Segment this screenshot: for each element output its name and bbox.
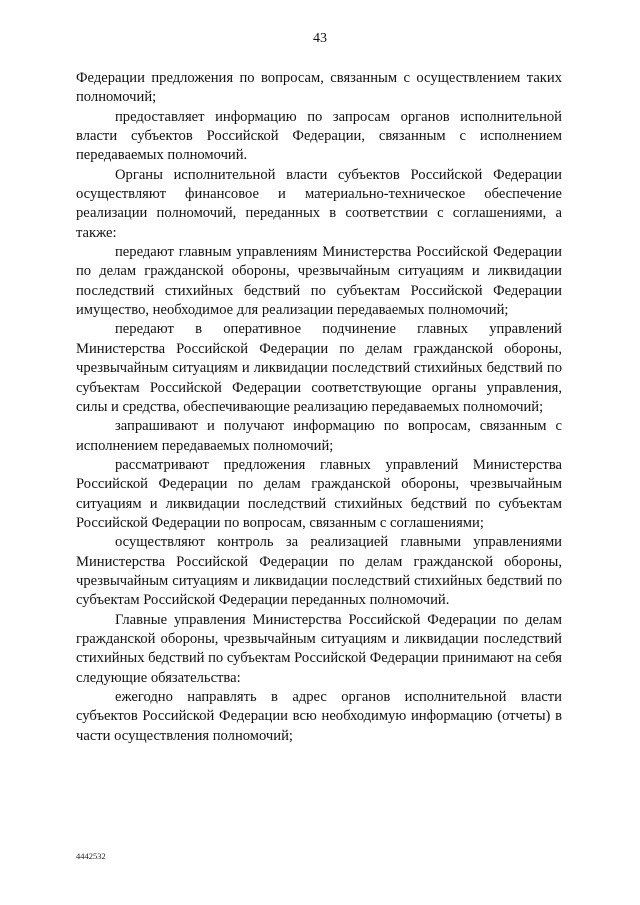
document-body — [76, 69, 562, 746]
paragraph: Главные управления Министерства Российской Федерации по делам гражданской обороны, чрезвычайным ситуациям и ликвидации последствий стихийных бедствий по субъектам Российской Федерации принимают на себя следующие обязательства: — [76, 611, 563, 686]
paragraph: передают в оперативное подчинение главных управлений Министерства Российской Федерации по делам гражданской обороны, чрезвычайным ситуациям и ликвидации последствий стихийных бедствий по субъектам Российской Федерации соответствующие органы управления, силы и средства, обеспечивающие реализацию передаваемых полномочий; — [76, 321, 562, 415]
paragraph: ежегодно направлять в адрес органов исполнительной власти субъектов Российской Федерации всю необходимую информацию (отчеты) в части осуществления полномочий; — [76, 689, 562, 744]
paragraph: запрашивают и получают информацию по вопросам, связанным с исполнением передаваемых полномочий; — [76, 418, 562, 454]
paragraph: передают главным управлениям Министерства Российской Федерации по делам гражданской обороны, чрезвычайным ситуациям и ликвидации последствий стихийных бедствий по субъектам Российской Федерации имущество, необходимое для реализации передаваемых полномочий; — [76, 244, 562, 319]
paragraph: осуществляют контроль за реализацией главными управлениями Министерства Российской Федерации по делам гражданской обороны, чрезвычайным ситуациям и ликвидации последствий стихийных бедствий по субъектам Российской Федерации переданных полномочий. — [76, 534, 562, 609]
page-number: 43 — [313, 31, 327, 46]
paragraph: Федерации предложения по вопросам, связанным с осуществлением таких полномочий; — [76, 70, 562, 106]
document-code: 4442532 — [76, 851, 106, 861]
paragraph: Органы исполнительной власти субъектов Российской Федерации осуществляют финансовое и материально-техническое обеспечение реализации полномочий, переданных в соответствии с соглашениями, а также: — [76, 166, 562, 241]
paragraph: рассматривают предложения главных управлений Министерства Российской Федерации по делам гражданской обороны, чрезвычайным ситуациям и ликвидации последствий стихийных бедствий по субъектам Российской Федерации по вопросам, связанным с соглашениями; — [76, 456, 562, 531]
paragraph: предоставляет информацию по запросам органов исполнительной власти субъектов Российской Федерации, связанным с исполнением передаваемых полномочий. — [76, 108, 562, 164]
